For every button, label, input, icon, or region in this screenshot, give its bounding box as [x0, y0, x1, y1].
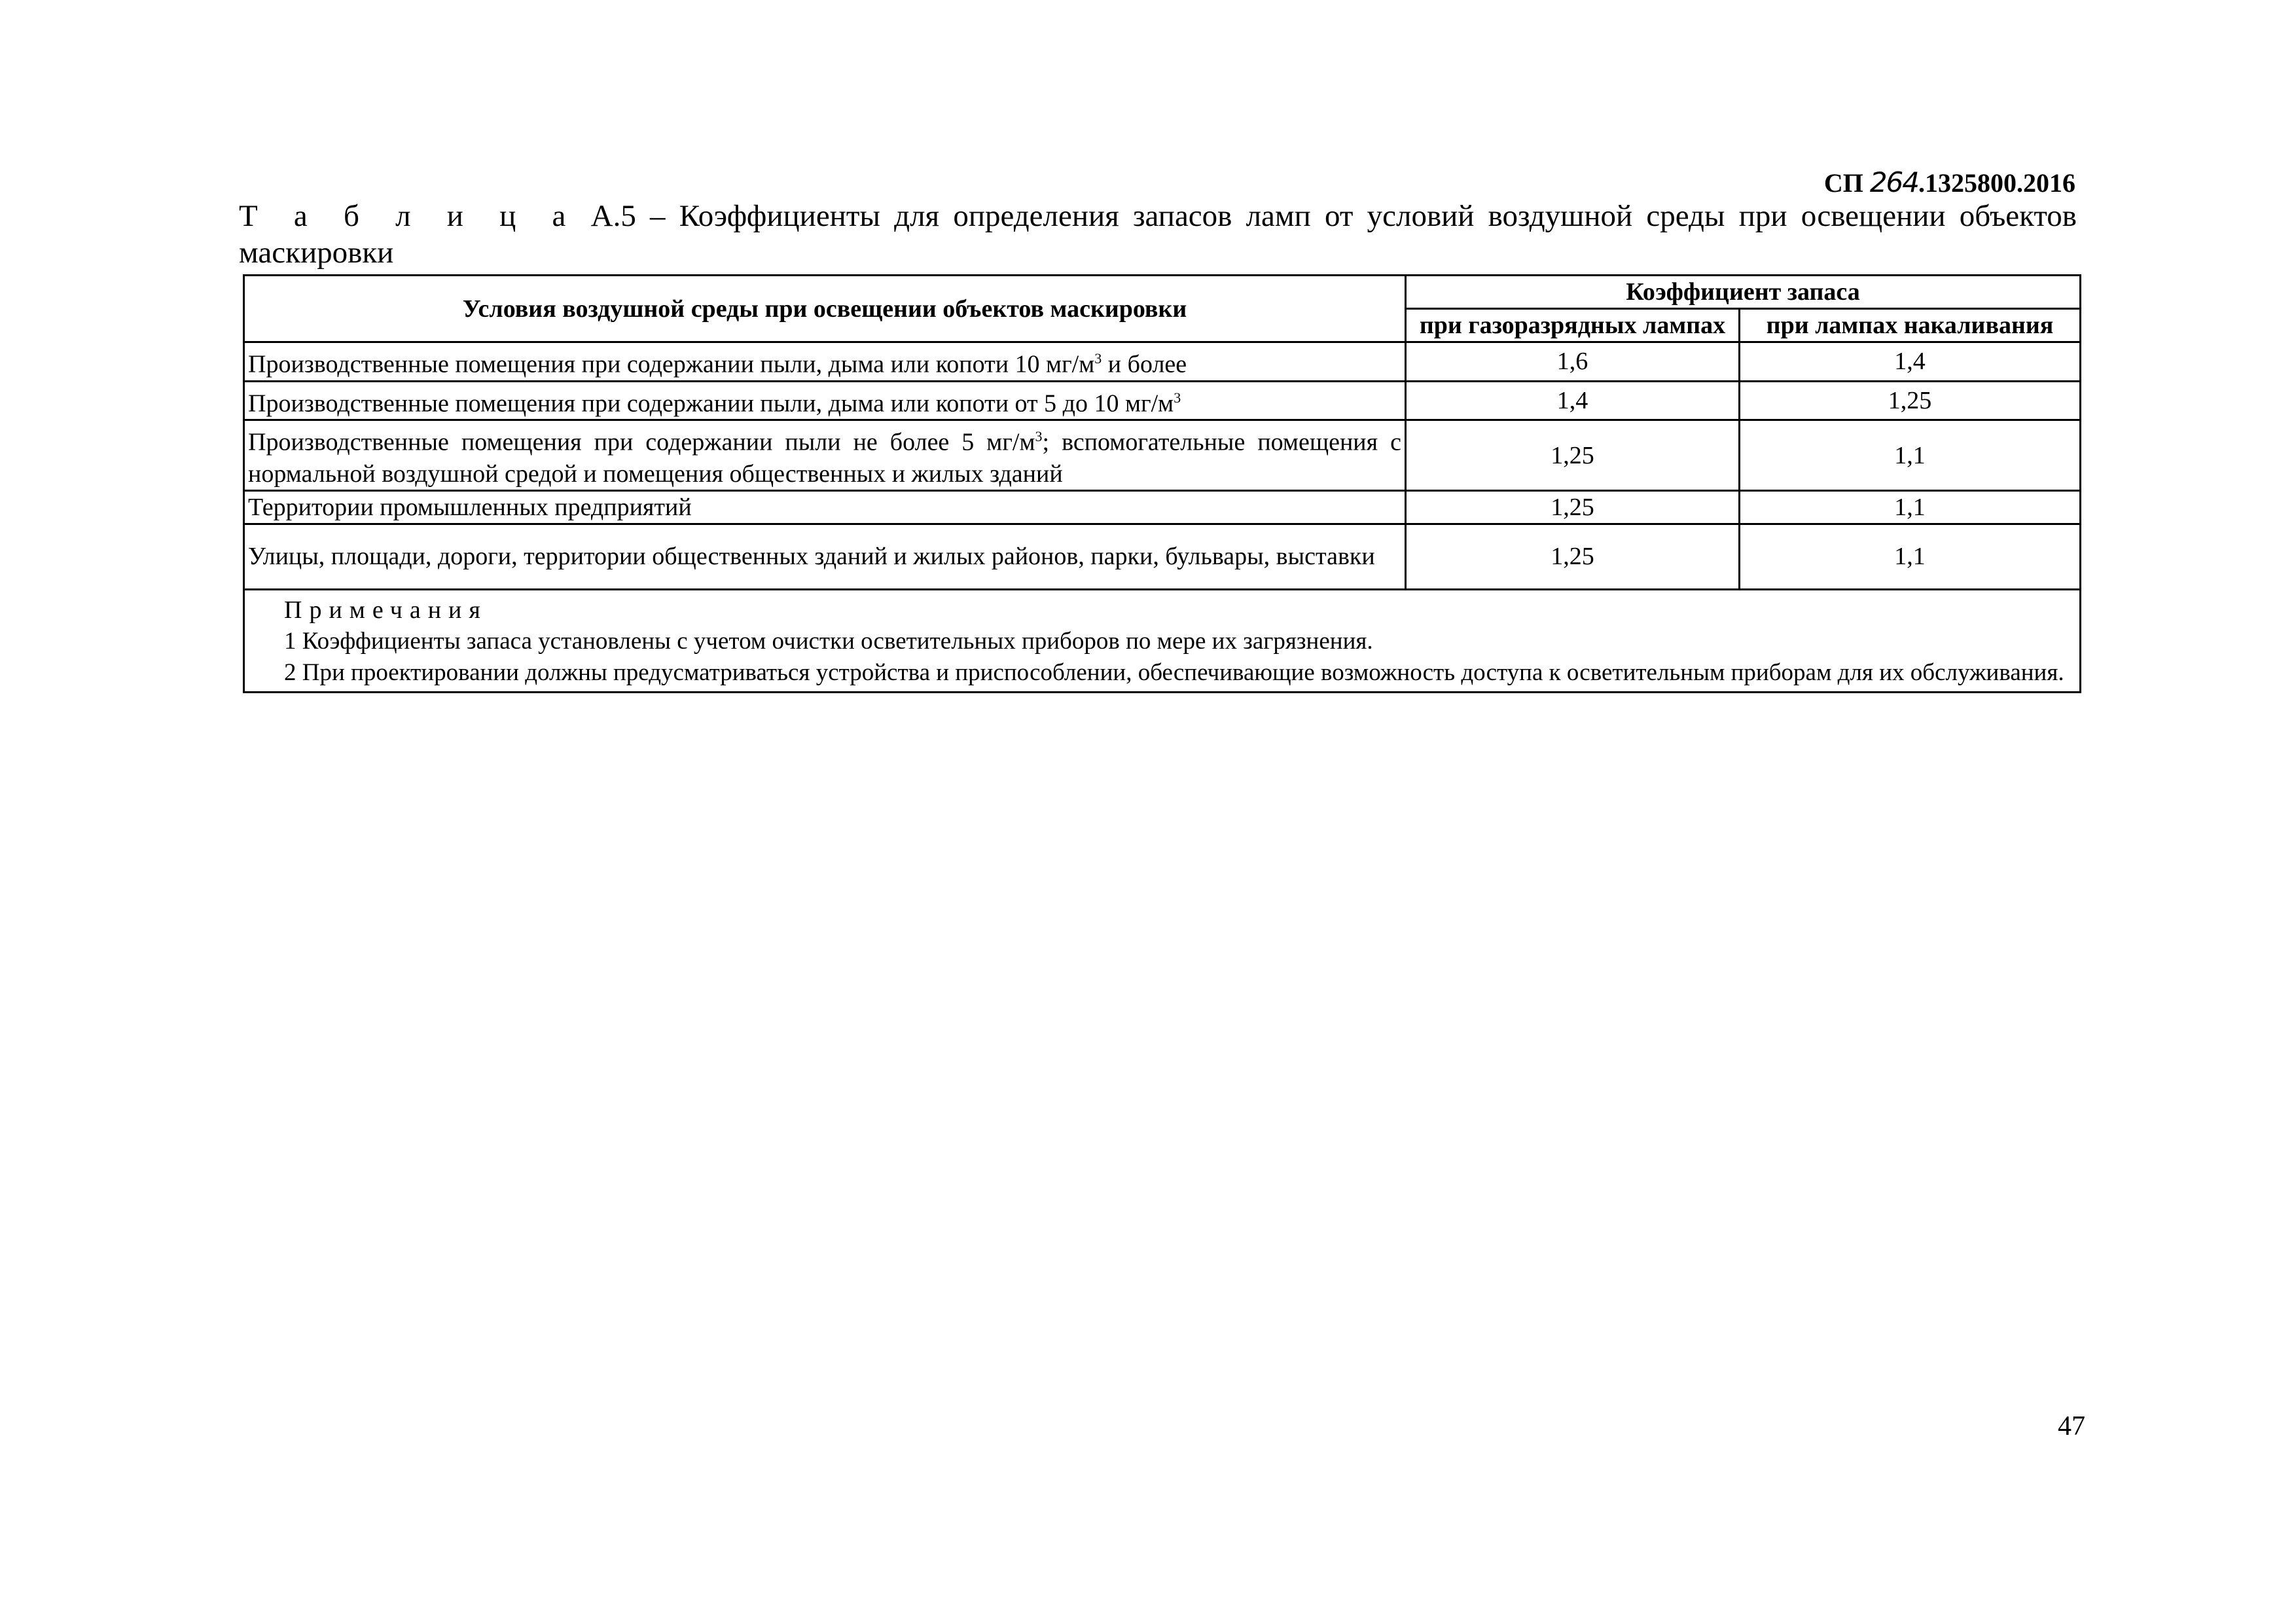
column-header-gas-discharge: при газоразрядных лампах	[1406, 309, 1740, 342]
condition-cell: Территории промышленных предприятий	[244, 490, 1406, 524]
notes-cell	[244, 589, 2081, 692]
table-title	[239, 198, 2077, 271]
incandescent-coefficient-cell: 1,4	[1740, 342, 2081, 382]
gas-coefficient-cell: 1,25	[1406, 420, 1740, 491]
note-2: 2 При проектировании должны предусматриваться устройства и приспособлении, обеспечивающие возможность доступа к осветительным приборам для их обслуживания.	[284, 659, 2064, 686]
note-1: 1 Коэффициенты запаса установлены с учетом очистки осветительных приборов по мере их загрязнения.	[284, 627, 1373, 655]
document-code	[1824, 166, 2075, 198]
coefficients-table	[243, 274, 2081, 693]
table-title-text: А.5 – Коэффициенты для определения запасов ламп от условий воздушной среды при освещении объектов маскировки	[239, 199, 2077, 270]
column-group-header-coefficient: Коэффициент запаса	[1406, 276, 2081, 309]
page-number: 47	[2058, 1411, 2085, 1441]
gas-coefficient-cell: 1,25	[1406, 524, 1740, 589]
table-row	[244, 342, 2081, 382]
incandescent-coefficient-cell: 1,1	[1740, 420, 2081, 491]
incandescent-coefficient-cell: 1,1	[1740, 490, 2081, 524]
condition-cell: Производственные помещения при содержании пыли не более 5 $мг/м^3$; вспомогательные помещения с нормальной воздушной средой и помещения общественных и жилых зданий	[244, 420, 1406, 491]
document-code-prefix: СП	[1823, 168, 1870, 198]
table-header-row-1	[244, 276, 2081, 309]
table-row	[244, 490, 2081, 524]
table-title-label: Т а б л и ц а	[239, 199, 577, 233]
incandescent-coefficient-cell: 1,1	[1740, 524, 2081, 589]
incandescent-coefficient-cell: 1,25	[1740, 381, 2081, 420]
notes-heading: Примечания	[284, 596, 488, 624]
column-header-incandescent: при лампах накаливания	[1740, 309, 2081, 342]
condition-cell: Улицы, площади, дороги, территории общественных зданий и жилых районов, парки, бульвары, выставки	[244, 524, 1406, 589]
column-header-conditions: Условия воздушной среды при освещении объектов маскировки	[244, 276, 1406, 342]
condition-cell: Производственные помещения при содержании пыли, дыма или копоти 10 $мг/м^3$ и более	[244, 342, 1406, 382]
document-code-handwritten-number: 264	[1869, 166, 1918, 198]
table-row	[244, 524, 2081, 589]
table-row	[244, 420, 2081, 491]
gas-coefficient-cell: 1,25	[1406, 490, 1740, 524]
condition-cell: Производственные помещения при содержании пыли, дыма или копоти от 5 до 10 $мг/м^3$	[244, 381, 1406, 420]
gas-coefficient-cell: 1,6	[1406, 342, 1740, 382]
notes-row	[244, 589, 2081, 692]
table-row	[244, 381, 2081, 420]
gas-coefficient-cell: 1,4	[1406, 381, 1740, 420]
document-code-suffix: .1325800.2016	[1918, 168, 2075, 198]
